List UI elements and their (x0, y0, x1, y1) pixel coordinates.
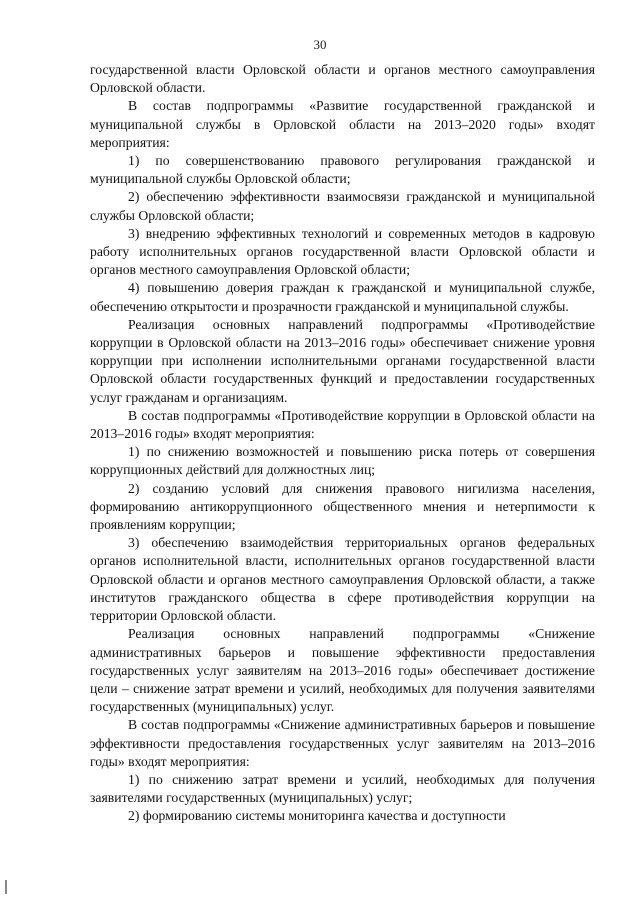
paragraph: В состав подпрограммы «Противодействие коррупции в Орловской области на 2013–2016 годы» входят мероприятия: (90, 407, 595, 442)
document-body (90, 61, 595, 826)
paragraph: 3) внедрению эффективных технологий и современных методов в кадровую работу исполнительных органов государственной власти Орловской области и органов местного самоуправления Орловской области; (90, 225, 595, 278)
page-number: 30 (313, 37, 327, 52)
paragraph: 1) по совершенствованию правового регулирования гражданской и муниципальной службы Орловской области; (90, 153, 595, 187)
paragraph: 2) обеспечению эффективности взаимосвязи гражданской и муниципальной службы Орловской области; (90, 189, 595, 223)
paragraph: 2) формированию системы мониторинга качества и доступности (128, 808, 506, 824)
paragraph: 3) обеспечению взаимодействия территориальных органов федеральных органов исполнительной власти, исполнительных органов государственной власти Орловской области и органов местного самоуправления Орловской области, а также институтов гражданского общества в сфере противодействия коррупции на территории Орловской области. (90, 535, 595, 624)
paragraph: государственной власти Орловской области и органов местного самоуправления Орловской области. (90, 62, 595, 96)
paragraph: 4) повышению доверия граждан к гражданской и муниципальной службе, обеспечению открытости и прозрачности гражданской и муниципальной службы. (90, 280, 595, 314)
scan-margin-mark (5, 880, 7, 894)
paragraph: Реализация основных направлений подпрограммы «Противодействие коррупции в Орловской области на 2013–2016 годы» обеспечивает снижение уровня коррупции при исполнении исполнительными органами государственной власти Орловской области государственных функций и предоставлении государственных услуг гражданам и организациям. (90, 316, 595, 405)
paragraph: Реализация основных направлений подпрограммы «Снижение административных барьеров и повышение эффективности предоставления государственных услуг заявителям на 2013–2016 годы» обеспечивает достижение цели – снижение затрат времени и усилий, необходимых для получения заявителями государственных (муниципальных) услуг. (90, 626, 595, 715)
paragraph: В состав подпрограммы «Снижение административных барьеров и повышение эффективности предоставления государственных услуг заявителям на 2013–2016 годы» входят мероприятия: (90, 717, 595, 769)
paragraph: 1) по снижению возможностей и повышению риска потерь от совершения коррупционных действий для должностных лиц; (90, 444, 595, 478)
paragraph: 2) созданию условий для снижения правового нигилизма населения, формированию антикоррупционного общественного мнения и нетерпимости к проявлениям коррупции; (90, 480, 595, 533)
paragraph: 1) по снижению затрат времени и усилий, необходимых для получения заявителями государственных (муниципальных) услуг; (90, 771, 595, 806)
paragraph: В состав подпрограммы «Развитие государственной гражданской и муниципальной службы в Орловской области на 2013–2020 годы» входят мероприятия: (90, 98, 595, 150)
